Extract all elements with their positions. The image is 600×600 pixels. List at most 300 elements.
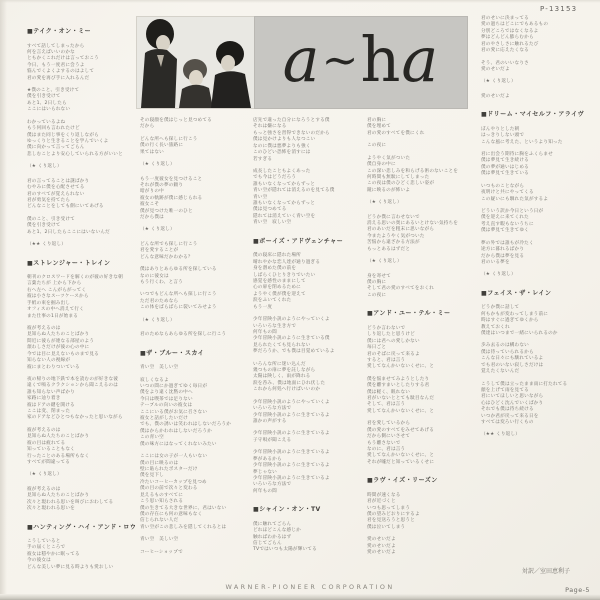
lyric-stanza xyxy=(367,274,475,300)
lyric-line: 信じてごらん xyxy=(253,541,282,546)
lyric-stanza xyxy=(253,431,361,444)
lyric-line: もう何回も言われたけど xyxy=(27,126,80,132)
lyric-line: 僕には君への愛しかない xyxy=(367,338,420,344)
lyric-line: なのに僕は悪夢よりも強く xyxy=(253,143,311,149)
lyric-line: 誰もいなくなってからずっと xyxy=(253,201,316,207)
lyric-line: ここにいる僕がお気に召さない xyxy=(140,409,208,415)
lyric-stanza xyxy=(27,487,135,513)
lyric-stanza xyxy=(253,522,361,554)
lyric-stanza xyxy=(481,152,589,178)
lyric-line: 僕の胸に xyxy=(367,280,387,286)
lyric-line: だから側にいさせて xyxy=(367,434,411,440)
lyric-line: こう思い知らされる xyxy=(140,499,184,505)
lyric-line: 夜の帰りの地下鉄で本を読むのが好きな彼 xyxy=(27,376,119,382)
lyric-line: 分別どころではなくなるよ xyxy=(481,28,539,34)
lyric-line: 彼女と話がしたいだけ xyxy=(140,416,188,422)
lyric-line: 愛のせいだよ xyxy=(481,66,510,72)
lyric-line: 君のせいに決まってる xyxy=(481,16,529,21)
lyric-stanza xyxy=(140,454,248,531)
lyric-line: 愛してなんかいないくせに、と xyxy=(367,453,435,459)
lyric-line: 考え直す暇もないうちに xyxy=(481,221,534,227)
lyric-line: 少年冒険小説のように生きているよ xyxy=(253,431,330,437)
lyric-stanza xyxy=(140,292,248,311)
lyric-stanza xyxy=(27,44,135,83)
lyric-line: 隠れては消えていく青い空を xyxy=(253,213,316,219)
repeat-marker: （★ くり返し） xyxy=(27,164,62,170)
lyric-line: もっとあるはずだと xyxy=(367,246,411,252)
lyric-line: 涙をふいてくれた xyxy=(253,298,292,304)
lyrics-column xyxy=(140,118,248,562)
lyric-line: ようやく僕が僕を迎えて xyxy=(253,291,306,297)
lyric-stanza xyxy=(253,362,361,394)
lyrics-column xyxy=(481,16,589,447)
lyric-stanza xyxy=(481,184,589,203)
catalog-number: P-13153 xyxy=(540,5,578,13)
logo-letter-a2: a xyxy=(401,22,440,96)
lyric-line: いろいろな方法で xyxy=(253,482,292,488)
lyric-line: 間近に彼らが連なる部屋のよう xyxy=(27,338,95,344)
lyric-stanza xyxy=(367,493,475,532)
lyric-line: あと1、2日したらここにはいないんだ xyxy=(27,229,110,235)
lyric-stanza xyxy=(367,215,475,254)
lyric-line: 触ればわかるはず xyxy=(253,534,292,540)
lyric-line: 君が近づくと xyxy=(367,499,396,505)
lyric-line: 僕の愛のすべてをみせてあげる xyxy=(367,427,435,433)
lyric-line: 愛のせいだよ xyxy=(367,537,396,543)
lyric-stanza xyxy=(140,378,248,449)
lyric-line: 次々と現われる思いを叫びにおわしてる xyxy=(27,499,114,505)
lyric-stanza xyxy=(481,61,589,74)
lyric-line: 彼にまとわりついている xyxy=(27,364,80,370)
lyric-stanza xyxy=(140,118,248,131)
lyric-stanza xyxy=(481,209,589,235)
lyric-line: 君のそばに戻って来るよ xyxy=(367,351,420,357)
lyric-stanza xyxy=(367,537,475,556)
lyric-line: 僕は軽く、眠れない xyxy=(367,389,411,395)
lyric-line: 彼は小さなスーツケースから xyxy=(27,294,89,300)
lyric-line: 彼が考えるのは xyxy=(27,325,61,331)
lyric-line: 歩み去るのは構わない xyxy=(481,343,529,349)
lyric-line: この疑いにも馴れた気がするよ xyxy=(481,196,549,202)
lyric-line: ぼんやりとした朝 xyxy=(481,126,520,132)
lyric-line: 彼の目は疲れてる xyxy=(27,440,66,446)
lyric-line: 僕の夢が通いはじめる xyxy=(481,164,529,170)
lyric-line: いろいろな方法で xyxy=(253,406,292,412)
lyric-line: 今日、もう一度君に会うよ xyxy=(27,62,85,68)
lyric-line: 僕を見下し xyxy=(140,473,164,479)
lyric-stanza xyxy=(27,275,135,320)
song-title: ■ザ・ブルー・スカイ xyxy=(140,349,205,357)
lyric-stanza xyxy=(27,539,135,571)
lyric-line: ★僕のこと、引き受けて xyxy=(27,88,80,94)
lyric-line: その寝顔を僕はじっと見つめてる xyxy=(140,118,212,123)
lyric-line: 身を潜めた僕の前を xyxy=(253,266,297,272)
lyric-line: 苦悩から遠ざかる方法が xyxy=(367,240,420,246)
repeat-marker: （★ くり返し） xyxy=(367,259,402,265)
lyric-stanza xyxy=(140,537,248,543)
lyric-line: 彼が考えるのは xyxy=(27,486,61,492)
lyric-line: 何を言えばいいのかな xyxy=(27,49,75,55)
lyric-stanza xyxy=(367,118,475,137)
lyric-line: 彼女は穏やかに眠ってる xyxy=(27,551,80,557)
lyric-line: はっきりしない頭で xyxy=(481,133,525,139)
song-title: ■ストレンジャー・トレイン xyxy=(27,259,111,267)
lyric-line: 君のやさしさに触れるたび xyxy=(481,41,539,47)
lyric-stanza xyxy=(140,267,248,286)
lyric-line: どうか言わないで xyxy=(367,325,406,331)
lyric-line: ただ君のためなら xyxy=(140,298,179,304)
lyric-line: 僕の目の前で次々と変わる xyxy=(140,486,198,492)
lyric-line: 青い空 美しい空 xyxy=(140,365,179,371)
lyric-line: 僕が見つけた唯一のひと xyxy=(140,208,193,214)
band-photo xyxy=(137,17,255,108)
lyric-line: 朝刊のクロスワードを解くのが彼の好きな朝 xyxy=(27,275,123,281)
lyric-line: どうか僕に言わせないで xyxy=(367,214,420,220)
lyric-line: 君の言ってることは謎ばかり xyxy=(27,178,90,184)
lyric-line: 青い空 xyxy=(253,194,268,200)
lyric-line: 見えるものすべてに xyxy=(140,492,184,498)
lyric-stanza xyxy=(27,88,135,114)
lyric-line: どれほどこんな感じか xyxy=(253,528,301,534)
lyric-line: 君を愛しているから xyxy=(367,421,411,427)
lyric-line: いつものことながら xyxy=(481,183,525,189)
lyric-stanza xyxy=(140,242,248,261)
lyric-line: 少年冒険小説のように生きているよ xyxy=(253,463,330,469)
lyric-line: 途方に暮れるばかり xyxy=(481,247,525,253)
lyric-line: だから xyxy=(140,124,155,130)
lyric-line: 言葉たちが 上から下から xyxy=(27,281,82,287)
logo-tilde: ~ xyxy=(321,34,360,86)
lyric-line: 次々と現われる思いを xyxy=(27,506,75,512)
lyric-line: 僕を引き受けて xyxy=(27,94,61,100)
lyric-line: 僕の目に映るのは xyxy=(140,460,179,466)
lyric-line: 夢があるから xyxy=(253,456,282,462)
logo-letter-a1: a xyxy=(282,22,321,96)
lyric-line: 僕自身の中に xyxy=(367,162,396,168)
lyric-line: 知っていることもなく xyxy=(27,447,75,453)
lyric-line: 誰かの声がする xyxy=(253,418,287,424)
lyric-line: 彼はドアの鍵を開ける xyxy=(27,402,75,408)
lyric-line: どうか僕に話して xyxy=(481,305,520,311)
lyric-line: 今またようやく気がついた xyxy=(367,233,425,239)
lyric-line: オフィスの中へ消えて行く xyxy=(27,307,85,313)
lyric-line: 時間が速くなる xyxy=(367,492,401,498)
lyric-line: 僕の寝床に隠れた場所 xyxy=(253,253,301,259)
lyric-line: 店先で違った自分になろうとする僕 xyxy=(253,118,330,123)
lyric-line: 今の彼女は xyxy=(27,558,51,564)
repeat-marker: （★ くり返し） xyxy=(27,472,62,478)
lyric-line: 愛のせいだよ xyxy=(367,550,396,556)
lyric-line: あと1、2日したら xyxy=(27,100,67,106)
lyric-line: 何年もの間 xyxy=(253,488,277,494)
lyric-line: でも、僕の誘いは笑われはしないだろうか xyxy=(140,422,232,428)
lyric-line: 僕の存在にも何の意味もなく xyxy=(140,511,203,517)
lyric-stanza xyxy=(367,377,475,416)
lyric-line: 彼が考えるのは xyxy=(27,427,61,433)
lyric-line: TVではいつも太陽が輝いてる xyxy=(253,547,317,553)
lyric-stanza xyxy=(27,120,135,159)
lyric-line: 右へ左へ こんがらがってく xyxy=(27,287,87,293)
lyric-line: 子守唄が聞こえる xyxy=(253,437,292,443)
lyric-line: ここにはいられない xyxy=(27,107,71,113)
lyric-line: 君の愛に応えたくなる xyxy=(481,48,529,54)
lyric-line: 冷たいコーヒーカップを見つめ xyxy=(140,479,207,485)
lyric-line: 少年冒険小説のように生きている僕 xyxy=(253,336,330,342)
lyric-line: 壁に貼られたポスターだけ xyxy=(140,466,198,472)
lyric-line: 太陽は険しく、雨が降れる xyxy=(253,374,311,380)
lyric-stanza xyxy=(481,241,589,267)
lyric-line: 何年もの間 xyxy=(253,329,277,335)
lyric-line: いつか君が戻って来る日を xyxy=(481,413,539,419)
lyric-line: 僕の生きてる大きな世界に、君はいない xyxy=(140,505,227,511)
lyric-line: 君を愛することが xyxy=(140,248,179,254)
lyric-line: それでも僕は待ち続ける xyxy=(481,407,534,413)
lyric-line: これから何処へ行けばいいのか xyxy=(253,387,321,393)
lyric-line: 消える思いの奥にあるいとけない気持ちを xyxy=(367,221,459,227)
lyric-line: 夜明けと共にやってくる xyxy=(481,190,534,196)
lyric-line: この深い悲しみを和らげる術のないことを xyxy=(367,168,459,174)
lyric-stanza xyxy=(367,421,475,466)
lyric-stanza xyxy=(253,317,361,356)
lyric-line: なのに、君は言う xyxy=(367,446,406,452)
lyric-line: 愛してなんかいないくせに、と xyxy=(367,364,435,370)
lyric-line: わかっているよね xyxy=(27,119,66,125)
lyric-line: 晴れやかな恋人達が通り過ぎる xyxy=(253,259,321,265)
lyric-line: 見られたくても見られない xyxy=(253,342,311,348)
lyric-line: 君が勇気を持てたら xyxy=(27,197,71,203)
lyric-line: 身を寄せて xyxy=(367,273,391,279)
lyric-line: 見知らぬ人たちのことばかり xyxy=(27,493,90,499)
lyric-line: 教えておくれ xyxy=(481,324,510,330)
lyric-stanza xyxy=(481,94,589,100)
lyric-line: 手紙の束を掴み出し xyxy=(27,300,71,306)
scan-edge-top xyxy=(0,0,600,3)
lyric-line: 青い空がこの悲しみを隠してくれるとは xyxy=(140,524,227,530)
lyric-line: 夢の外では誰もが冷たく xyxy=(481,240,534,246)
lyric-line: 君のためならあらゆる所を探しに行こう xyxy=(140,332,227,338)
lyric-line: この夜に xyxy=(367,143,387,149)
lyric-line: 家路に辿り着き xyxy=(27,396,61,402)
lyrics-column xyxy=(367,118,475,563)
lyric-line: もう行くわ、と言う xyxy=(140,280,183,286)
lyric-line: それが嘘だと知っているくせに xyxy=(367,459,435,465)
lyric-line: 何時間も無駄にしてしまった xyxy=(367,174,430,180)
lyric-line: 愛のせいだよ xyxy=(481,93,510,99)
lyric-line: 僕を悩ませてみようとしたり xyxy=(367,376,430,382)
lyric-stanza xyxy=(140,332,248,338)
lyric-line: 誰もいなくなってからずっと xyxy=(253,181,316,187)
scan-edge-left xyxy=(0,0,7,600)
lyric-line: そう、君のいいなりさ xyxy=(481,60,529,66)
lyric-line: 君がいないととても駄目なんだ xyxy=(367,396,435,402)
scan-edge-bottom xyxy=(0,594,600,600)
lyric-line: そして君の愛のすべてをおくれ xyxy=(367,286,435,292)
lyric-line: 彼女の軌跡が僕に感じられる xyxy=(140,195,203,201)
lyrics-column xyxy=(27,28,135,577)
lyric-line: 暗がりの中 xyxy=(140,189,164,195)
lyric-line: 僕を引き受けて xyxy=(27,223,61,229)
lyric-line: 君の胸に xyxy=(367,118,387,123)
repeat-marker: （★★ くり返し） xyxy=(27,242,67,248)
lyric-line: しばらくひとりきりでいたい xyxy=(253,272,316,278)
lyric-line: いつでもどんな所へも探しに行こう xyxy=(140,292,217,298)
lyric-line: 君のあいだを粗末に思いながら xyxy=(367,227,435,233)
song-title: ■ラヴ・イズ・リーズン xyxy=(367,477,438,485)
lyric-line: 鏡に映るのが怖いよ xyxy=(367,187,411,193)
lyric-line: 少年冒険小説のようにやっていくよ xyxy=(253,399,330,405)
lyric-line: 僕を迎えに来てくれた xyxy=(481,215,529,221)
lyric-line: 時はすぐに過ぎてゆくから xyxy=(481,318,539,324)
lyric-line: なのに彼女は xyxy=(140,273,169,279)
lyric-line: だから僕は xyxy=(140,215,164,221)
lyric-line: 知らない人の視線が xyxy=(27,358,71,364)
lyric-line: だから僕は夢を見る xyxy=(481,253,525,259)
lyric-line: 今では目に見えないものまで見る xyxy=(27,351,99,357)
lyric-stanza xyxy=(27,326,135,371)
lyric-line: すべては変ろい行くもの xyxy=(481,420,534,426)
lyric-line: 顔を上げて雨を見てる xyxy=(481,387,529,393)
lyric-line: それは嫌になる xyxy=(253,124,287,130)
lyric-line: コーヒーショップで xyxy=(140,549,183,555)
lyric-line: 僕はからかわれはしないだろうか xyxy=(140,428,212,434)
translator-credit: 対訳／室田恵利子 xyxy=(521,568,570,575)
lyric-line: すると、君は言う xyxy=(367,357,406,363)
lyric-line: 何もかもが変わってしまう前に xyxy=(481,311,549,317)
lyric-stanza xyxy=(253,169,361,227)
lyric-stanza xyxy=(140,550,248,556)
lyric-line: 覚えたくないんだ xyxy=(481,369,520,375)
lyric-stanza xyxy=(253,118,361,163)
repeat-marker: （★ くり返し） xyxy=(481,272,516,278)
lyric-line: 君にいてほしいと思いながら xyxy=(481,394,544,400)
lyric-line: この青い空 xyxy=(140,435,164,441)
lyric-line: 悩んでくよくよするのはよして xyxy=(27,69,95,75)
song-title: ■シャイン・オン・TV xyxy=(253,506,321,514)
lyric-line: 僕は夢見て生きてゆく xyxy=(481,228,529,234)
lyric-line: 青い空が隠れては消えるのを見てる僕 xyxy=(253,188,335,194)
lyric-line: 僕の行く長い旅路に xyxy=(140,143,184,149)
lyric-line: 君に出会う期待に胸をふくらませ xyxy=(481,152,553,158)
lyric-line: どういう訳か今日という日が xyxy=(481,208,544,214)
lyric-line: 僕はまた同じ事をくり返しながら xyxy=(27,132,99,138)
lyric-stanza xyxy=(481,16,589,55)
lyric-stanza xyxy=(27,377,135,422)
lyric-line: 愛してなんかいないくせに、と xyxy=(367,408,435,414)
lyric-line: ようやく気がついた xyxy=(367,155,411,161)
band-photo-illustration xyxy=(137,17,255,108)
lyric-line: 信じられない人だ xyxy=(140,518,179,524)
lyric-line: 心はひどく沈んでいくばかり xyxy=(481,400,544,406)
lyric-stanza xyxy=(367,156,475,195)
repeat-marker: （★ くり返し） xyxy=(140,162,175,168)
lyric-line: 青い空 寂しい空 xyxy=(253,220,292,226)
lyric-line: 見知らぬ人たちのことばかり xyxy=(27,434,90,440)
lyric-line: 君のすべてが覚えられない xyxy=(27,191,85,197)
lyric-line: 寂しくなるよ xyxy=(140,377,169,383)
lyric-stanza xyxy=(367,143,475,149)
lyric-line: ここは変、閉まった xyxy=(27,409,71,415)
lyric-line: 誰も知らない声ばかり xyxy=(27,389,75,395)
lyric-line: 僕は夢見て生き続ける xyxy=(481,158,529,164)
lyric-line: この夜は僕のひどく悲しい姿が xyxy=(367,181,435,187)
lyric-line: むやみに僕を心配させてる xyxy=(27,185,85,191)
lyric-line: どんな所へも探しに行こう xyxy=(140,136,198,142)
lyric-line: 手の届くところで xyxy=(27,545,66,551)
repeat-marker: （★ くり返し） xyxy=(140,317,175,323)
lyric-stanza xyxy=(481,382,589,427)
lyric-line: 成長したこともよくあった xyxy=(253,168,311,174)
lyric-line: 僕の味方にはなってくれないみたい xyxy=(140,441,217,447)
lyric-line: どんな美しい夢に見る時よりも愛おしい xyxy=(27,564,114,570)
lyric-line: 果てはない xyxy=(140,149,164,155)
lyric-line: 僕はありとあらゆる所を探している xyxy=(140,267,217,273)
lyric-line: 僕の望みどおりにするよ xyxy=(367,512,420,518)
lyric-stanza xyxy=(140,365,248,371)
song-title: ■ハンティング・ハイ・アンド・ロウ xyxy=(27,523,137,531)
lyric-line: こんな風に考えた、というより知った xyxy=(481,139,563,145)
lyric-line: 煩わしさだけが彼の心の中に xyxy=(27,345,90,351)
lyric-line: 夢だろうか、でも僕は目覚めているよ xyxy=(253,349,335,355)
lyric-stanza xyxy=(367,326,475,371)
song-title: ■テイク・オン・ミー xyxy=(27,28,92,35)
lyric-line: 彼女こそ xyxy=(140,202,160,208)
lyric-line: 僕は待っていられるから xyxy=(481,349,534,355)
lyric-line: 少年冒険小説のようにやっていくよ xyxy=(253,317,330,323)
lyric-line: 少年冒険小説のように生きているよ xyxy=(253,475,330,481)
lyric-line: ともかくこれだけは言っておこう xyxy=(27,56,99,62)
repeat-marker: （★ くり返し） xyxy=(481,79,516,85)
lyric-line: 行ったことのある場所もなく xyxy=(27,453,90,459)
lyric-line: 少年冒険小説のように生きているよ xyxy=(253,412,330,418)
lyric-line: 僕は夢見て生きている xyxy=(481,171,529,177)
lyric-line: そして、君は言う xyxy=(367,402,406,408)
lyric-line: 夢じゃない xyxy=(253,469,277,475)
lyric-line: 青い空 美しい空 xyxy=(140,537,179,543)
lyric-line: すべて話してしまったから xyxy=(27,43,85,49)
lyric-line: もっと強さを習得できないのだから xyxy=(253,130,330,136)
lyric-line: 僕に向かって言ってごらん xyxy=(27,145,85,151)
lyric-line: 僕達はいつまで一緒にいられるのか xyxy=(481,330,558,336)
lyric-stanza xyxy=(27,179,135,211)
lyric-line: どんな所でも探しに行こう xyxy=(140,241,198,247)
lyric-line: 遠くで鳴るクラクションから聞こえるのは xyxy=(27,383,118,389)
lyric-line: 僕に触れてごらん xyxy=(253,521,292,527)
lyric-line: こんな日々にも馴れているよ xyxy=(481,356,544,362)
page-number: Page-5 xyxy=(565,586,590,594)
lyric-line: こうしていると xyxy=(27,539,61,545)
song-title: ■アンド・ユー・テル・ミー xyxy=(367,310,451,318)
lyric-line: 僕を埋めて xyxy=(367,124,391,130)
lyric-line: また仕事の1日が始まる xyxy=(27,313,79,319)
lyric-line: 君の愛を再び手に入れるんだ xyxy=(27,75,90,81)
lyrics-column xyxy=(253,118,361,560)
lyric-line: いつの間にか過ぎてゆく毎日が xyxy=(140,383,208,389)
song-title: ■ドリーム・マイセルフ・アライヴ xyxy=(481,111,585,119)
lyric-stanza xyxy=(140,137,248,156)
lyric-line: 涙を呑み、僕は地面にひれ伏した xyxy=(253,380,326,386)
lyric-line: 少年冒険小説のように生きているよ xyxy=(253,450,330,456)
lyric-line: それが僕の夢の頼り xyxy=(140,182,184,188)
lyric-line: もう一度彼女を見つけること xyxy=(140,176,203,182)
lyric-line: すべてが間違ってる xyxy=(27,460,71,465)
lyric-line: 今日は喫茶では足りない xyxy=(140,396,193,402)
lyric-stanza xyxy=(140,177,248,222)
lyric-line: 愛のせいだよ xyxy=(367,543,396,549)
lyric-line: 僕は泣いてしまう xyxy=(367,524,406,530)
lyric-line: 君の愛のすべてを僕にくれ xyxy=(367,130,425,136)
lyric-line: この夜に xyxy=(367,292,387,298)
repeat-marker: （★ くり返し） xyxy=(140,227,175,233)
